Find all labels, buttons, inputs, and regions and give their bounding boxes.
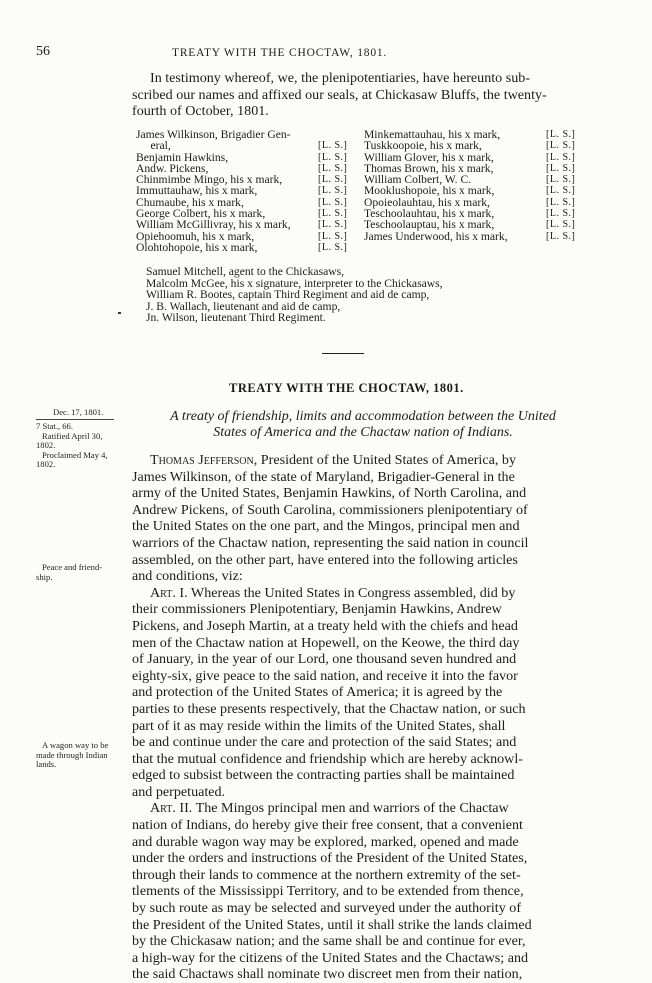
witness-line: Malcolm McGee, his x signature, interpreter to the Chickasaws,: [146, 276, 443, 290]
margin-line: lands.: [36, 759, 57, 770]
margin-line: A wagon way to be: [42, 740, 109, 750]
margin-wagon-note: [36, 741, 136, 770]
signatory-name: Chumaube, his x mark,: [136, 195, 244, 209]
signatory-name: Chinmimbe Mingo, his x mark,: [136, 173, 283, 187]
witness-line: J. B. Wallach, lieutenant and aid de camp,: [146, 299, 341, 313]
margin-line: 7 Stat., 66.: [36, 421, 74, 431]
page-number: 56: [36, 44, 50, 59]
witness-list: [146, 266, 443, 324]
subtitle-line: A treaty of friendship, limits and accommodation between the United: [170, 409, 556, 424]
seal-mark: [L. S.]: [546, 174, 576, 186]
margin-rule: [36, 419, 114, 420]
margin-line: Ratified April 30,: [42, 430, 103, 441]
signature-row: [136, 242, 352, 253]
article-2: [132, 800, 578, 983]
signatory-name: Minkemattauhau, his x mark,: [364, 128, 501, 141]
body-line: and perpetuated.: [132, 783, 226, 800]
stray-mark: [118, 312, 121, 314]
body-line: army of the United States, Benjamin Hawkins, of North Carolina, and: [132, 485, 527, 502]
signatory-name: Thomas Brown, his x mark,: [364, 161, 494, 175]
signatory-name: Teschoolauptau, his x mark,: [364, 218, 495, 232]
running-title: TREATY WITH THE CHOCTAW, 1801.: [172, 47, 388, 59]
margin-peace-note: [36, 563, 136, 582]
margin-line: Peace and friend-: [42, 562, 103, 572]
margin-line: Proclaimed May 4,: [42, 449, 108, 460]
signatory-name: William Colbert, W. C.: [364, 173, 472, 187]
body-line: assembled, on the other part, have entered into the following articles: [132, 551, 518, 568]
treaty-subtitle: [132, 409, 594, 440]
signatory-name: Andw. Pickens,: [136, 161, 209, 175]
testimony-line: In testimony whereof, we, the plenipotentiaries, have hereunto sub-: [150, 70, 531, 86]
body-line: Pickens, and Joseph Martin, at a treaty held with the chiefs and head: [132, 617, 518, 634]
seal-mark: [L. S.]: [318, 162, 348, 174]
seal-mark: [L. S.]: [546, 219, 576, 231]
article-2-label: Art. II.: [150, 800, 193, 817]
margin-date: Dec. 17, 1801.: [53, 407, 104, 417]
margin-line: made through Indian: [36, 749, 108, 760]
article-1-label: Art. I.: [150, 584, 188, 601]
seal-mark: [L. S.]: [318, 140, 348, 152]
body-line: by such route as may be selected and surveyed under the authority of: [132, 900, 522, 917]
body-line: James Wilkinson, of the state of Maryland, Brigadier-General in the: [132, 468, 515, 485]
subtitle-line: States of America and the Chactaw nation of Indians.: [213, 424, 513, 440]
body-line: eighty-six, give peace to the said nation, and receive it into the favor: [132, 667, 518, 684]
signatures-left: [136, 129, 352, 253]
body-line: Thomas Jefferson, President of the United States of America, by: [150, 452, 516, 468]
body-line: nation of Indians, do hereby give their free consent, that a convenient: [132, 817, 523, 834]
body-line: the said Chactaws shall nominate two discreet men from their nation,: [132, 966, 523, 983]
treaty-body: [132, 452, 578, 983]
margin-line: 1802.: [36, 459, 56, 470]
body-line: a high-way for the citizens of the United States and the Chactaws; and: [132, 949, 529, 966]
body-line: and conditions, viz:: [132, 568, 243, 585]
seal-mark: [L. S.]: [318, 185, 348, 197]
seal-mark: [L. S.]: [546, 185, 576, 197]
signatory-name: James Wilkinson, Brigadier Gen-: [136, 128, 291, 141]
body-line: warriors of the Chactaw nation, representing the said nation in council: [132, 534, 529, 551]
witness-line: Jn. Wilson, lieutenant Third Regiment.: [146, 311, 326, 325]
body-line: that the mutual confidence and friendship which are hereby acknowl-: [132, 750, 523, 767]
body-line: tlements of the Mississippi Territory, and to be extended from thence,: [132, 883, 524, 900]
seal-mark: [L. S.]: [546, 208, 576, 220]
treaty-title: TREATY WITH THE CHOCTAW, 1801.: [229, 381, 464, 395]
president-name: Thomas Jefferson: [150, 452, 254, 468]
testimony-paragraph: [132, 70, 578, 120]
body-line: their commissioners Plenipotentiary, Benjamin Hawkins, Andrew: [132, 601, 502, 618]
body-line: under the orders and instructions of the President of the United States,: [132, 850, 528, 867]
body-line: men of the Chactaw nation at Hopewell, on the Keowe, the third day: [132, 634, 520, 651]
signatory-name: James Underwood, his x mark,: [364, 229, 508, 243]
seal-mark: [L. S.]: [546, 151, 576, 163]
signatory-name: Olohtohopoie, his x mark,: [136, 240, 258, 254]
preamble-paragraph: [132, 452, 578, 585]
section-divider: [322, 353, 364, 354]
body-line: Art. I. Whereas the United States in Congress assembled, did by: [150, 584, 516, 601]
article-1: [132, 585, 578, 801]
seal-mark: [L. S.]: [318, 196, 348, 208]
witness-line: William R. Bootes, captain Third Regiment and aid de camp,: [146, 288, 430, 302]
body-line: parties to these presents respectively, that the Chactaw nation, or such: [132, 700, 526, 717]
body-line: the United States on the one part, and the Mingos, principal men and: [132, 518, 520, 535]
signature-row: [364, 231, 580, 242]
signatory-name: William Glover, his x mark,: [364, 150, 494, 164]
body-line: and protection of the United States of America; it is agreed by the: [132, 684, 503, 701]
seal-mark: [L. S.]: [546, 162, 576, 174]
margin-line: 1802.: [36, 440, 56, 451]
signatory-name: eral,: [136, 139, 171, 153]
signatory-name: George Colbert, his x mark,: [136, 207, 266, 221]
seal-mark: [L. S.]: [318, 230, 348, 242]
seal-mark: [L. S.]: [318, 151, 348, 163]
seal-mark: [L. S.]: [546, 129, 576, 140]
seal-mark: [L. S.]: [546, 140, 576, 152]
signatory-name: Tuskkoopoie, his x mark,: [364, 139, 482, 153]
signatory-name: Immuttauhaw, his x mark,: [136, 184, 258, 198]
margin-stat-notes: [36, 422, 136, 470]
signatory-name: Teschoolauhtau, his x mark,: [364, 207, 495, 221]
body-line: edged to subsist between the contracting parties shall be maintained: [132, 767, 515, 784]
body-line: through their lands to commence at the northern extremity of the set-: [132, 866, 521, 883]
body-line: Andrew Pickens, of South Carolina, commissioners plenipotentiary of: [132, 501, 528, 518]
seal-mark: [L. S.]: [546, 230, 576, 242]
body-line: part of it as may reside within the limits of the United States, shall: [132, 717, 506, 734]
seal-mark: [L. S.]: [318, 219, 348, 231]
signatory-name: Benjamin Hawkins,: [136, 150, 229, 164]
body-line: by the Chickasaw nation; and the same shall be and continue for ever,: [132, 933, 526, 950]
signatory-name: Opiehoomuh, his x mark,: [136, 229, 255, 243]
testimony-line: scribed our names and affixed our seals, at Chickasaw Bluffs, the twenty-: [132, 86, 547, 103]
signatory-name: Opoieolauhtau, his x mark,: [364, 195, 490, 209]
body-line: of January, in the year of our Lord, one thousand seven hundred and: [132, 651, 517, 668]
signatures-right: [364, 129, 580, 242]
margin-line: ship.: [36, 571, 53, 582]
seal-mark: [L. S.]: [318, 174, 348, 186]
signatory-name: William McGillivray, his x mark,: [136, 218, 291, 232]
body-line: be and continue under the care and protection of the said States; and: [132, 734, 517, 751]
seal-mark: [L. S.]: [318, 208, 348, 220]
seal-mark: [L. S.]: [318, 241, 348, 253]
body-line: Art. II. The Mingos principal men and warriors of the Chactaw: [150, 800, 509, 817]
seal-mark: [L. S.]: [546, 196, 576, 208]
body-line: and durable wagon way may be explored, marked, opened and made: [132, 833, 519, 850]
body-line: the President of the United States, until it shall strike the lands claimed: [132, 916, 532, 933]
witness-line: Samuel Mitchell, agent to the Chickasaws,: [146, 265, 345, 278]
signatory-name: Mooklushopoie, his x mark,: [364, 184, 495, 198]
testimony-line: fourth of October, 1801.: [132, 103, 269, 120]
